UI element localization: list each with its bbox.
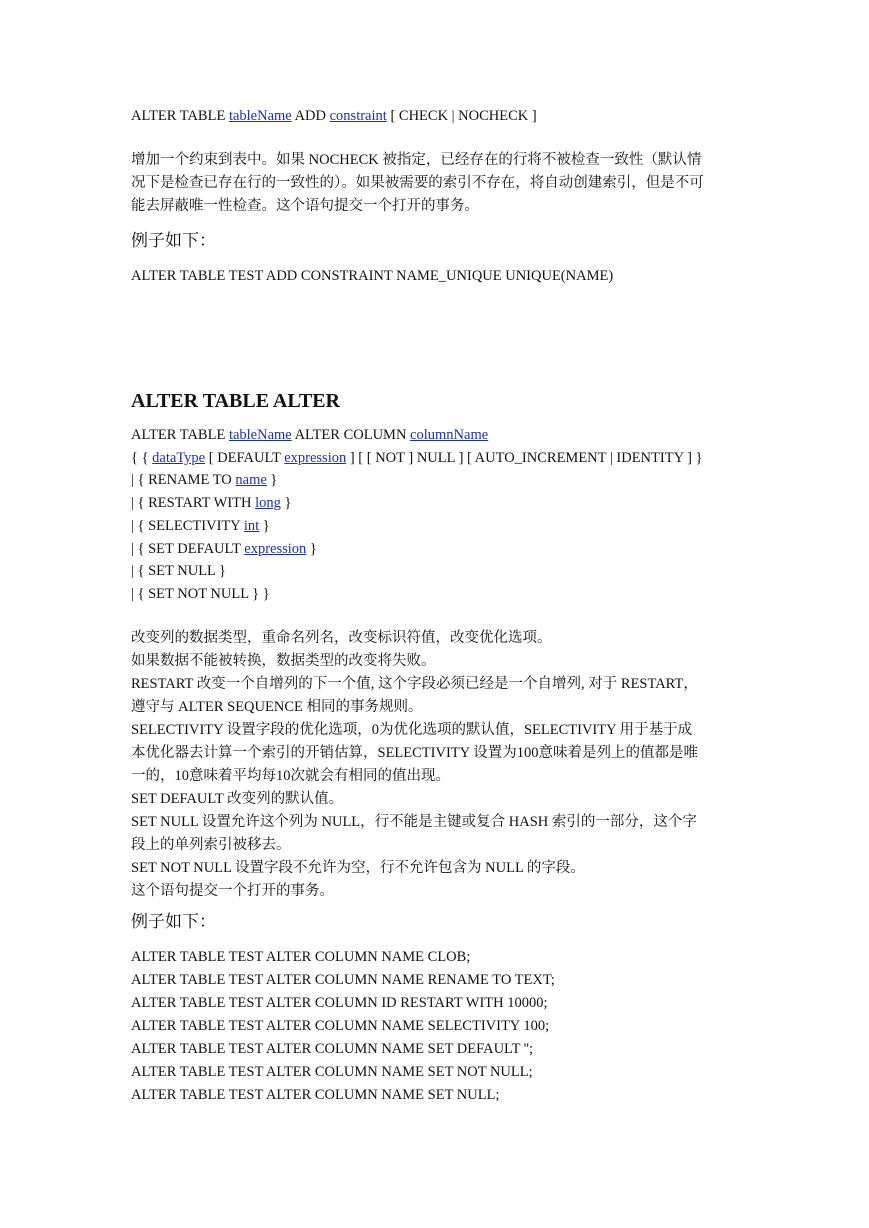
syntax-text: } [280,495,292,511]
alter-syntax-line-5 [131,516,270,536]
alter-desc-line: SET NOT NULL 设置字段不允许为空，行不允许包含为 NULL 的字段。 [131,860,585,876]
add-constraint-example: ALTER TABLE TEST ADD CONSTRAINT NAME_UNIQUE UNIQUE(NAME) [131,268,614,284]
expression-link[interactable]: expression [284,450,347,466]
long-link[interactable]: long [255,495,281,511]
example-code-line: ALTER TABLE TEST ALTER COLUMN NAME SELECTIVITY 100; [131,1018,550,1034]
alter-syntax-line-4 [131,493,291,513]
syntax-text: | { RENAME TO [131,472,236,488]
tablename-link[interactable]: tableName [228,427,292,443]
alter-desc-line: 遵守与 ALTER SEQUENCE 相同的事务规则。 [131,699,423,715]
alter-syntax-line-6 [131,539,317,559]
syntax-text: ALTER TABLE [131,108,229,124]
syntax-text: } [266,472,278,488]
example-code-line: ALTER TABLE TEST ALTER COLUMN NAME SET NOT NULL; [131,1064,533,1080]
alter-desc-line: 段上的单列索引被移去。 [131,837,291,853]
example-label: 例子如下： [131,912,216,931]
syntax-text: | { RESTART WITH [131,495,256,511]
alter-syntax-line-2 [131,448,703,468]
expression-link[interactable]: expression [244,541,307,557]
example-code-line: ALTER TABLE TEST ALTER COLUMN NAME RENAME TO TEXT; [131,972,555,988]
syntax-text: | { SELECTIVITY [131,518,244,534]
tablename-link[interactable]: tableName [228,108,292,124]
alter-desc-line: 如果数据不能被转换，数据类型的改变将失败。 [131,653,436,669]
alter-desc-line: RESTART 改变一个自增列的下一个值, 这个字段必须已经是一个自增列, 对于 RESTART， [131,676,698,692]
alter-syntax-line-1 [131,425,488,445]
syntax-text: [ CHECK | NOCHECK ] [386,108,537,124]
columnname-link[interactable]: columnName [410,427,489,443]
alter-syntax-line-8: | { SET NOT NULL } } [131,586,270,602]
syntax-text: ALTER TABLE [131,427,229,443]
add-constraint-desc-line: 能去屏蔽唯一性检查。这个语句提交一个打开的事务。 [131,198,479,214]
syntax-text: } [306,541,317,557]
alter-desc-line: SELECTIVITY 设置字段的优化选项，0为优化选项的默认值，SELECTIVITY 用于基于成 [131,722,693,738]
example-label: 例子如下： [131,231,216,250]
syntax-text: { { [131,450,153,466]
alter-desc-line: 这个语句提交一个打开的事务。 [131,883,334,899]
alter-desc-line: 本优化器去计算一个索引的开销估算，SELECTIVITY 设置为100意味着是列上的值都是唯 [131,745,698,761]
syntax-text: | { SET DEFAULT [131,541,245,557]
alter-desc-line: 改变列的数据类型，重命名列名，改变标识符值，改变优化选项。 [131,630,552,646]
add-constraint-syntax [131,106,537,126]
syntax-text: } [259,518,270,534]
syntax-text: ALTER COLUMN [291,427,411,443]
alter-syntax-line-7: | { SET NULL } [131,563,226,579]
int-link[interactable]: int [243,518,260,534]
example-code-line: ALTER TABLE TEST ALTER COLUMN NAME SET DEFAULT ''; [131,1041,534,1057]
syntax-text: [ DEFAULT [205,450,285,466]
example-code-line: ALTER TABLE TEST ALTER COLUMN NAME SET NULL; [131,1087,500,1103]
datatype-link[interactable]: dataType [152,450,206,466]
syntax-text: ADD [291,108,330,124]
section-heading: ALTER TABLE ALTER [131,390,340,412]
add-constraint-desc-line: 况下是检查已存在行的一致性的）。如果被需要的索引不存在，将自动创建索引，但是不可 [131,175,704,191]
example-code-line: ALTER TABLE TEST ALTER COLUMN ID RESTART WITH 10000; [131,995,548,1011]
constraint-link[interactable]: constraint [329,108,387,124]
alter-desc-line: 一的，10意味着平均每10次就会有相同的值出现。 [131,768,450,784]
alter-desc-line: SET DEFAULT 改变列的默认值。 [131,791,344,807]
add-constraint-desc-line: 增加一个约束到表中。如果 NOCHECK 被指定，已经存在的行将不被检查一致性（默认情 [131,152,702,168]
alter-desc-line: SET NULL 设置允许这个列为 NULL，行不能是主键或复合 HASH 索引的一部分，这个字 [131,814,697,830]
alter-syntax-line-3 [131,470,277,490]
syntax-text: ] [ [ NOT ] NULL ] [ AUTO_INCREMENT | IDENTITY ] } [346,450,703,466]
example-code-line: ALTER TABLE TEST ALTER COLUMN NAME CLOB; [131,949,471,965]
name-link[interactable]: name [235,472,267,488]
